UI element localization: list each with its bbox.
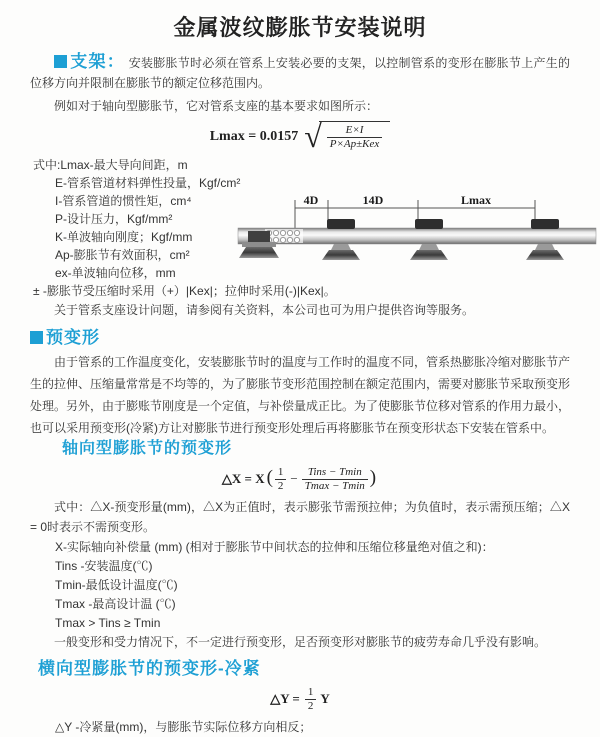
temp-fraction-numerator: Tins − Tmin [302,466,368,480]
formula-lhs: Lmax = 0.0157 [209,129,299,144]
bellows-icon [265,229,303,243]
dim-label-4d: 4D [303,193,319,207]
predeform-section-heading [30,328,570,348]
support-heading-label: 支架： [70,52,126,71]
definition-line: P-设计压力，Kgf/mm² [55,212,173,226]
sqrt-body [319,121,391,151]
formula-lhs: △X = X [221,471,265,486]
support-intro-paragraph [30,52,570,93]
axial-predeform-formula [30,463,570,495]
support-section-heading [54,52,125,71]
formula-denominator: P×Ap±Kex [329,138,380,150]
section-bullet-icon [30,331,43,344]
pipe-support-diagram [236,192,598,280]
plus-minus-note: ± -膨胀节受压缩时采用（+）|Kex|；拉伸时采用(-)|Kex|。 [33,284,336,298]
definition-line: ex-单波轴向位移，mm [55,266,176,280]
minus-operator: − [290,471,298,486]
temp-definition-line: Tmax > Tins ≥ Tmin [55,616,161,630]
support-example-line: 例如对于轴向型膨胀节，它对管系支座的基本要求如图所示： [54,99,379,113]
axial-formula-note2: X-实际轴向补偿量 (mm) (相对于膨胀节中间状态的拉伸和压缩位移量绝对值之和)： [55,540,494,554]
predeform-body-paragraph: 由于管系的工作温度变化，安装膨胀节时的温度与工作时的温度不同，管系热膨胀冷缩对膨胀节产生的拉伸、压缩量常常是不均等的，为了膨胀节变形范围控制在额定范围内，需要对膨胀节采取预变形处理。另外，由于膨账节刚度是一个定值，与补偿量成正比。为了使膨胀节位移对管系的作用力最小，也可以采用预变形(冷紧)方让对膨胀节进行预变形处理后再将膨胀节在预变形状态下安装在管系中。 [30,355,571,435]
guide-spacing-formula [30,120,570,154]
axial-formula-note1: 式中：△X-预变形量(mm)，△X为正值时，表示膨张节需预拉伸；为负值时，表示需预压缩；△X = 0时表示不需预变形。 [30,500,570,534]
half-denominator: 2 [277,479,284,492]
radical-sign-icon: √ [304,118,322,154]
formula-rhs: Y [320,691,330,706]
temperature-definitions [30,557,570,633]
lateral-predeform-heading: 横向型膨胀节的预变形-冷紧 [38,659,261,678]
one-half-fraction [305,686,317,713]
lateral-formula-note: △Y -冷紧量(mm)，与膨胀节实际位移方向相反； [55,720,312,734]
axial-predeform-heading: 轴向型膨胀节的预变形 [62,440,233,457]
support-intro-text: 安装膨胀节时必须在管系上安装必要的支架，以控制管系的变形在膨胀节上产生的位移方向并限制在膨胀节的额定位移范围内。 [30,56,571,90]
definition-line: Ap-膨胀节有效面积，cm² [55,248,190,262]
temp-fraction-denominator: Tmax − Tmin [304,479,365,492]
dim-label-lmax: Lmax [461,193,491,207]
half-numerator: 1 [275,466,287,480]
half-numerator: 1 [305,686,317,700]
formula-fraction [327,124,383,151]
lateral-predeform-formula [30,684,570,714]
definition-line: 式中:Lmax-最大导向间距，m [33,158,188,172]
section-bullet-icon [54,55,67,68]
dim-label-14d: 14D [362,193,384,207]
definition-line: I-管系管道的惯性矩，cm⁴ [55,194,192,208]
one-half-fraction [275,466,287,493]
open-paren: ( [266,467,273,488]
close-paren: ) [369,467,377,488]
sqrt-radical [304,118,390,154]
formula-lhs: △Y = [270,691,300,706]
predeform-heading-label: 预变形 [46,328,100,347]
formula-numerator: E×I [327,124,383,138]
temp-definition-line: Tmax -最高设计温 (℃) [55,597,176,611]
consulting-note: 关于管系支座设计问题，请参阅有关资料，本公司也可为用户提供咨询等服务。 [54,303,475,317]
temperature-fraction [302,466,368,493]
page-title: 金属波纹膨胀节安装说明 [173,15,427,40]
half-denominator: 2 [307,699,314,712]
definition-line: K-单波轴向刚度；Kgf/mm [55,230,193,244]
axial-general-note: 一般变形和受力情况下，不一定进行预变形，足否预变形对膨胀节的疲劳寿命几乎没有影响。 [54,635,547,649]
definition-line: E-管系管道材料弹性投量，Kgf/cm² [55,176,241,190]
temp-definition-line: Tins -安装温度(℃) [55,559,153,573]
temp-definition-line: Tmin-最低设计温度(℃) [55,578,178,592]
